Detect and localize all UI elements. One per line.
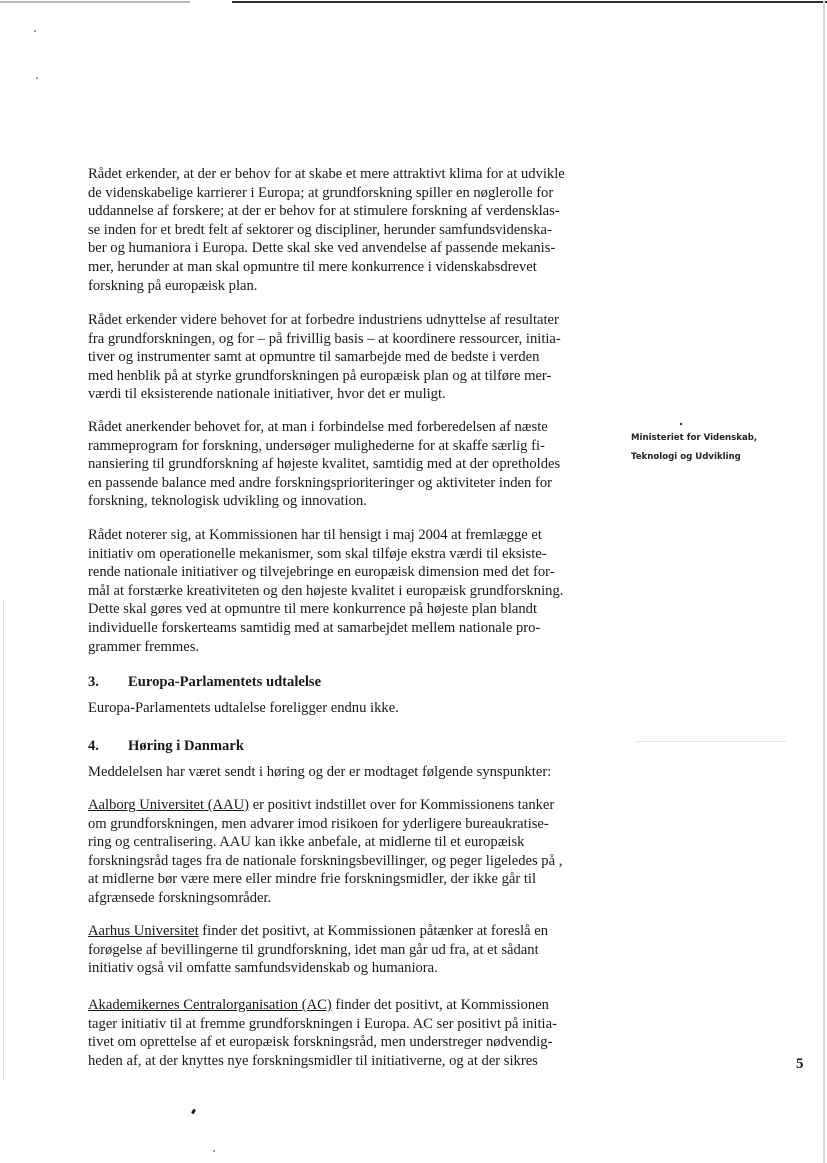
organization-name: Aalborg Universitet (AAU) bbox=[88, 797, 250, 813]
text-line: grammer fremmes. bbox=[88, 638, 200, 655]
text-line: tivet om oprettelse af et europæisk forskningsråd, men understreger nødvendig- bbox=[88, 1034, 553, 1051]
text-line: Rådet erkender, at der er behov for at skabe et mere attraktivt klima for at udvikle bbox=[88, 166, 565, 182]
text-line: ber og humaniora i Europa. Dette skal ske ved anvendelse af passende mekanis- bbox=[88, 240, 556, 257]
section-number: 4. bbox=[88, 738, 99, 754]
sidebar-dot bbox=[680, 423, 682, 425]
text-line: mer, herunder at man skal opmuntre til mere konkurrence i videnskabsdrevet bbox=[88, 258, 537, 275]
page-number: 5 bbox=[796, 1056, 804, 1072]
section-title: Europa-Parlamentets udtalelse bbox=[128, 674, 322, 690]
faint-rule bbox=[636, 741, 786, 742]
text-line: se inden for et bredt felt af sektorer og discipliner, herunder samfundsvidenska- bbox=[88, 221, 552, 238]
text-line: rammeprogram for forskning, undersøger mulighederne for at skaffe særlig fi- bbox=[88, 437, 545, 454]
text-fragment: finder det positivt, at Kommissionen bbox=[331, 997, 549, 1013]
text-line: uddannelse af forskere; at der er behov for at stimulere forskning af verdensklas- bbox=[88, 203, 560, 220]
paragraph-2 bbox=[88, 311, 608, 404]
text-line: værdi til eksisterende nationale initiativer, hvor det er muligt. bbox=[88, 386, 446, 403]
ministry-name-line-2: Teknologi og Udvikling bbox=[631, 452, 741, 462]
scan-edge-left bbox=[3, 600, 4, 1080]
scan-speck bbox=[213, 1150, 215, 1152]
scan-artifact-top bbox=[0, 0, 827, 5]
scan-speck bbox=[36, 77, 38, 79]
text-line: Meddelelsen har været sendt i høring og der er modtaget følgende synspunkter: bbox=[88, 764, 552, 780]
scan-line-left bbox=[0, 1, 190, 3]
text-fragment: er positivt indstillet over for Kommissionens tanker bbox=[249, 797, 555, 813]
scan-edge-right bbox=[823, 0, 825, 1163]
text-line: tiver og instrumenter samt at opmuntre til samarbejde med de bedste i verden bbox=[88, 349, 540, 366]
organization-name: Akademikernes Centralorganisation (AC) bbox=[88, 997, 332, 1013]
text-line bbox=[88, 796, 608, 815]
text-line: Rådet anerkender behovet for, at man i forbindelse med forberedelsen af næste bbox=[88, 419, 548, 435]
text-line: heden af, at der knyttes nye forskningsmidler til initiativerne, og at der sikres bbox=[88, 1052, 538, 1069]
text-line: at midlerne bør være mere eller mindre frie forskningsmidler, der ikke går til bbox=[88, 871, 537, 888]
paragraph-3 bbox=[88, 418, 608, 511]
text-line: forøgelse af bevillingerne til grundforskning, idet man går ud fra, at et sådant bbox=[88, 941, 539, 958]
text-line: nansiering til grundforskning af højeste kvalitet, samtidig med at der opretholdes bbox=[88, 456, 561, 473]
text-line bbox=[88, 922, 608, 941]
text-line: mål at forstærke kreativiteten og den højeste kvalitet i europæisk grundforskning. bbox=[88, 582, 564, 599]
ministry-sidebar-label bbox=[631, 429, 757, 467]
text-line: med henblik på at styrke grundforskningen på europæisk plan og at tilføre mer- bbox=[88, 367, 552, 384]
text-line: forskning på europæisk plan. bbox=[88, 277, 258, 294]
text-line: ring og centralisering. AAU kan ikke anbefale, at midlerne til et europæisk bbox=[88, 834, 525, 851]
organization-name: Aarhus Universitet bbox=[88, 923, 199, 939]
text-line: de videnskabelige karrierer i Europa; at grundforskning spiller en nøglerolle for bbox=[88, 184, 554, 201]
section-3-body bbox=[88, 699, 608, 718]
text-line: initiativ om operationelle mekanismer, som skal tilføje ekstra værdi til eksiste- bbox=[88, 545, 547, 562]
text-line: tager initiativ til at fremme grundforskningen i Europa. AC ser positivt på initia- bbox=[88, 1015, 557, 1032]
section-number: 3. bbox=[88, 674, 99, 690]
text-line: Dette skal gøres ved at opmuntre til mere konkurrence på højeste plan blandt bbox=[88, 601, 538, 618]
text-line: om grundforskningen, men advarer imod risikoen for yderligere bureaukratise- bbox=[88, 815, 549, 832]
paragraph-4 bbox=[88, 526, 608, 656]
text-line: fra grundforskningen, og for – på frivillig basis – at koordinere ressourcer, initia- bbox=[88, 330, 561, 347]
text-line bbox=[88, 996, 608, 1015]
text-line: Rådet noterer sig, at Kommissionen har til hensigt i maj 2004 at fremlægge et bbox=[88, 527, 542, 543]
text-line: afgrænsede forskningsområder. bbox=[88, 889, 272, 906]
section-4-heading bbox=[88, 738, 244, 755]
text-line: Rådet erkender videre behovet for at forbedre industriens udnyttelse af resultater bbox=[88, 312, 559, 328]
scan-speck bbox=[191, 1109, 196, 1115]
response-aau bbox=[88, 796, 608, 908]
text-line: forskning, teknologisk udvikling og innovation. bbox=[88, 493, 367, 510]
ministry-name-line-1: Ministeriet for Videnskab, bbox=[631, 433, 758, 443]
text-line: initiativ også vil omfatte samfundsvidenskab og humaniora. bbox=[88, 960, 438, 977]
section-title: Høring i Danmark bbox=[128, 738, 244, 754]
text-line: forskningsråd tages fra de nationale forskningsbevillinger, og peger ligeledes på , bbox=[88, 852, 563, 869]
text-line: Europa-Parlamentets udtalelse foreligger endnu ikke. bbox=[88, 700, 399, 716]
section-4-intro bbox=[88, 763, 608, 782]
response-aarhus bbox=[88, 922, 608, 978]
section-3-heading bbox=[88, 674, 321, 691]
text-line: en passende balance med andre forskningsprioriteringer og aktiviteter inden for bbox=[88, 474, 552, 491]
paragraph-1 bbox=[88, 165, 608, 295]
text-line: individuelle forskerteams samtidig med at samarbejdet mellem nationale pro- bbox=[88, 619, 541, 636]
scan-speck bbox=[34, 30, 36, 32]
response-ac bbox=[88, 996, 608, 1070]
text-line: rende nationale initiativer og tilvejebringe en europæisk dimension med det for- bbox=[88, 564, 555, 581]
scan-line-right bbox=[232, 1, 827, 3]
text-fragment: finder det positivt, at Kommissionen påtænker at foreslå en bbox=[198, 923, 549, 939]
